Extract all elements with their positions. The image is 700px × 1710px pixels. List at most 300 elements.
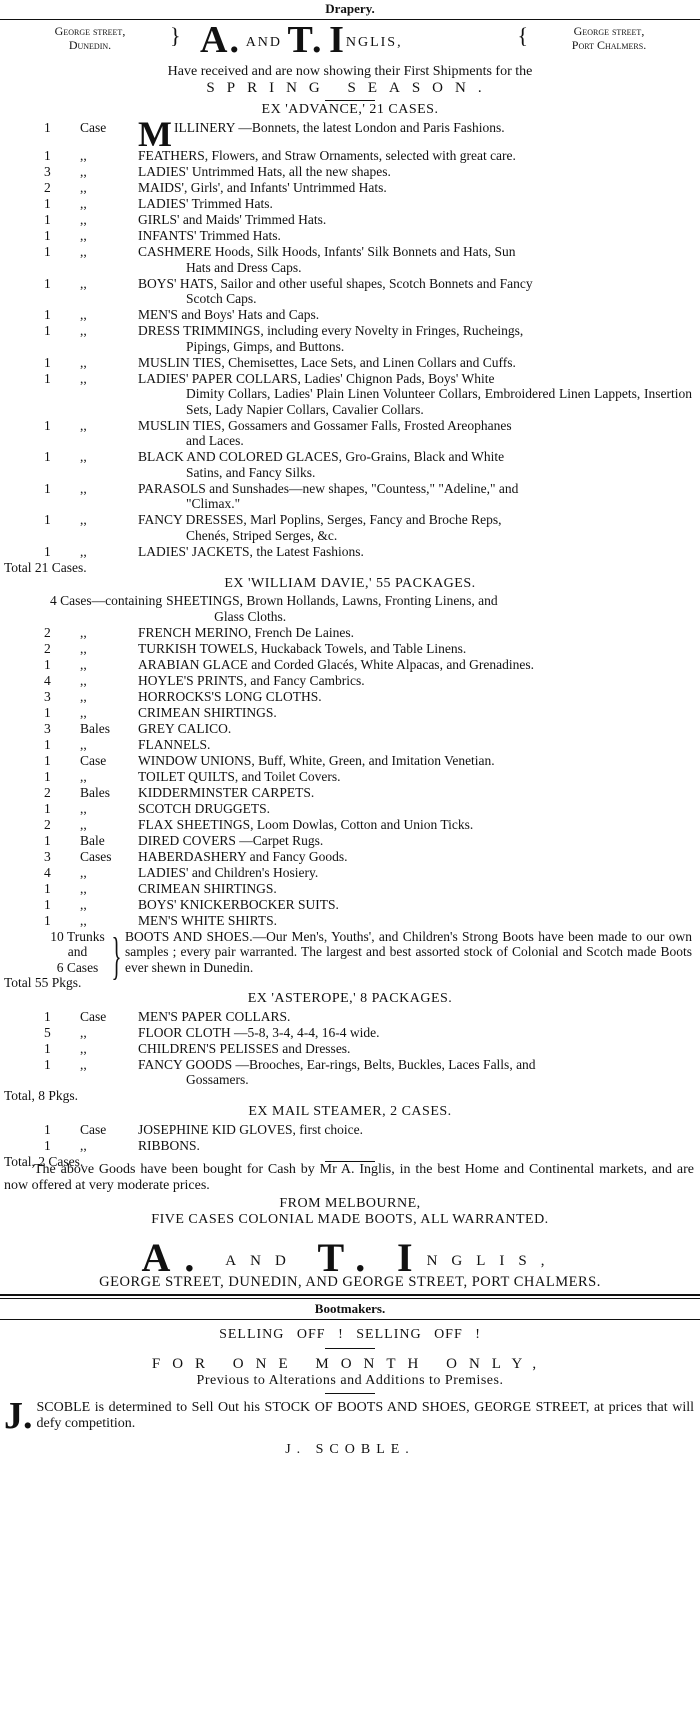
item-description <box>138 164 700 180</box>
list-item <box>0 544 700 560</box>
item-quantity: 1 <box>44 1040 51 1056</box>
list-item <box>0 1138 700 1154</box>
scoble-notice <box>0 1394 700 1437</box>
item-quantity: 1 <box>44 880 51 896</box>
section-heading: EX 'ADVANCE,' 21 CASES. <box>261 102 439 117</box>
sig-big-i: I <box>397 1234 427 1280</box>
item-quantity: 1 <box>44 1008 51 1024</box>
item-unit: ,, <box>80 543 87 559</box>
item-description <box>138 657 700 673</box>
item-description <box>138 371 700 418</box>
item-head: LADIES' JACKETS, <box>138 543 253 559</box>
list-item <box>0 833 700 849</box>
item-quantity: 1 <box>44 736 51 752</box>
trunks-q1: 10 Trunks <box>50 928 105 944</box>
item-description <box>138 544 700 560</box>
item-text: Sailor and other useful shapes, Scotch Bonnets and Fancy <box>220 275 533 291</box>
item-quantity: 3 <box>44 688 51 704</box>
item-head: FRENCH MERINO, <box>138 624 252 640</box>
item-head: RIBBONS. <box>138 1137 200 1153</box>
one-month-only: FOR ONE MONTH ONLY, <box>151 1355 549 1372</box>
list-item <box>0 849 700 865</box>
list-item <box>0 785 700 801</box>
item-unit: ,, <box>80 164 87 179</box>
item-text: and Corded Glacés, White Alpacas, and Grenadines. <box>251 656 535 672</box>
item-text: French De Laines. <box>254 624 354 640</box>
masthead-right-line2: Port Chalmers. <box>571 38 647 52</box>
list-item <box>0 449 700 480</box>
item-text: —5-8, 3-4, 4-4, 16-4 wide. <box>234 1024 380 1040</box>
item-description <box>138 753 700 769</box>
item-text: Girls', and Infants' Untrimmed Hats. <box>190 180 387 195</box>
item-head: CRIMEAN SHIRTINGS. <box>138 704 277 720</box>
item-description <box>138 1122 700 1138</box>
item-unit: ,, <box>80 1024 87 1040</box>
item-unit: ,, <box>80 896 87 912</box>
item-head: GREY CALICO. <box>138 720 232 736</box>
item-description <box>166 593 700 624</box>
item-unit: ,, <box>80 1056 87 1072</box>
section-advance <box>0 101 700 575</box>
item-text: Huckaback Towels, and Table Linens. <box>260 640 467 656</box>
item-description <box>138 625 700 641</box>
item-quantity: 1 <box>44 119 51 135</box>
item-description <box>138 196 700 212</box>
list-item <box>0 148 700 164</box>
list-item <box>0 801 700 817</box>
trunks-brace: } <box>111 927 122 985</box>
list-item <box>0 164 700 180</box>
item-description <box>138 897 700 913</box>
item-text: Gro-Grains, Black and White <box>345 449 505 464</box>
item-head: CASHMERE <box>138 244 212 259</box>
item-quantity: 1 <box>44 752 51 768</box>
item-unit: Bales <box>80 720 110 736</box>
item-text: Brown Hollands, Lawns, Fronting Linens, and <box>246 593 498 608</box>
item-quantity: 4 Cases—containing <box>50 593 163 608</box>
list-item <box>0 1041 700 1057</box>
item-description <box>138 689 700 705</box>
list-item <box>0 913 700 929</box>
item-description <box>138 418 700 449</box>
trunks-description <box>125 929 700 976</box>
item-text: Chemisettes, Lace Sets, and Linen Collars and Cuffs. <box>228 354 516 370</box>
item-text: Ladies' Chignon Pads, Boys' White <box>304 370 495 386</box>
item-description <box>138 1009 700 1025</box>
item-head: FLAX SHEETINGS, <box>138 816 254 832</box>
item-text: Buff, White, Green, and Imitation Venetian. <box>258 752 495 768</box>
item-head: SHEETINGS, <box>166 593 243 608</box>
item-unit: ,, <box>80 864 87 880</box>
item-description <box>138 113 700 154</box>
list-item <box>0 355 700 371</box>
item-quantity: 3 <box>44 720 51 736</box>
item-quantity: 1 <box>44 1056 51 1072</box>
section-heading: EX 'WILLIAM DAVIE,' 55 PACKAGES. <box>224 575 476 591</box>
item-text: Trimmed Hats. <box>199 228 281 243</box>
item-head: CHILDREN'S PELISSES <box>138 1040 279 1056</box>
item-description <box>138 721 700 737</box>
big-t: T. <box>287 19 324 61</box>
item-head: FANCY DRESSES, <box>138 512 247 527</box>
item-unit: ,, <box>80 180 87 195</box>
list-item <box>0 1122 700 1138</box>
item-quantity: 4 <box>44 672 51 688</box>
item-continuation: and Laces. <box>186 433 244 448</box>
item-continuation: Glass Cloths. <box>214 608 287 624</box>
item-continuation: Chenés, Striped Serges, &c. <box>186 527 338 543</box>
item-unit: Case <box>80 1008 107 1024</box>
item-description <box>138 180 700 196</box>
trunks-text: —Our Men's, Youths', and Children's Strong Boots have been made to our own samples ; every pair warranted. The largest and best assorted stock of Colonial and Scotch made Boots ever shewn in Dunedin. <box>125 928 692 975</box>
item-text: and Sunshades—new shapes, "Countess," "Adeline," and <box>209 480 519 496</box>
item-unit: ,, <box>80 228 87 243</box>
section-total: Total 55 Pkgs. <box>4 975 82 990</box>
masthead-right-line1: George street, <box>573 24 645 38</box>
divider <box>325 1393 375 1394</box>
alterations-note: Previous to Alterations and Additions to Premises. <box>196 1372 504 1388</box>
item-quantity: 1 <box>44 480 51 496</box>
item-description <box>138 323 700 354</box>
item-head: ILLINERY <box>173 119 235 135</box>
item-unit: ,, <box>80 800 87 816</box>
item-unit: ,, <box>80 307 87 322</box>
sig-big-a: A. <box>141 1234 209 1280</box>
sig-big-t: T. <box>317 1234 380 1280</box>
item-unit: ,, <box>80 1137 87 1153</box>
item-text: the Latest Fashions. <box>256 543 364 559</box>
item-text: Trimmed Hats. <box>191 196 273 211</box>
item-description <box>138 1041 700 1057</box>
item-text: Untrimmed Hats, all the new shapes. <box>191 164 391 179</box>
item-head: MEN'S PAPER COLLARS. <box>138 1008 291 1024</box>
item-unit: ,, <box>80 323 87 338</box>
item-unit: ,, <box>80 370 87 386</box>
item-head: BOYS' HATS, <box>138 275 217 291</box>
item-unit: ,, <box>80 512 87 527</box>
item-unit: ,, <box>80 354 87 370</box>
item-unit: ,, <box>80 912 87 928</box>
item-head: BLACK AND COLORED GLACES, <box>138 449 343 464</box>
section-heading: EX 'ASTEROPE,' 8 PACKAGES. <box>247 991 453 1006</box>
item-unit: ,, <box>80 704 87 720</box>
masthead-left-line1: George street, <box>54 24 126 38</box>
item-unit: ,, <box>80 624 87 640</box>
item-description <box>138 705 700 721</box>
item-head: TOILET QUILTS, <box>138 768 239 784</box>
item-description <box>138 801 700 817</box>
item-quantity: 1 <box>44 912 51 928</box>
item-text: and Fancy Goods. <box>249 848 348 864</box>
item-head: LADIES' <box>138 864 189 880</box>
item-quantity: 1 <box>44 656 51 672</box>
item-head: MUSLIN TIES, <box>138 354 225 370</box>
item-head: WINDOW UNIONS, <box>138 752 255 768</box>
item-description <box>138 833 700 849</box>
item-text: including every Novelty in Fringes, Rucheings, <box>267 323 524 338</box>
trunks-head: BOOTS AND SHOES. <box>125 928 253 944</box>
big-i: I <box>329 19 346 61</box>
nglis-word: NGLIS, <box>345 35 403 50</box>
list-item <box>0 593 700 624</box>
item-unit: ,, <box>80 196 87 211</box>
item-text: and Toilet Covers. <box>241 768 341 784</box>
section-total: Total, 8 Pkgs. <box>4 1088 79 1103</box>
item-text: and Fancy Cambrics. <box>250 672 365 688</box>
item-head: FEATHERS, <box>138 148 209 163</box>
item-description <box>138 1138 700 1154</box>
item-description <box>138 512 700 543</box>
closing-note: The above Goods have been bought for Cash by Mr A. Inglis, in the best Home and Continental markets, and are now offered at very moderate prices. <box>4 1161 694 1193</box>
drop-cap: M <box>138 113 172 154</box>
item-description <box>138 1057 700 1088</box>
item-text: Loom Dowlas, Cotton and Union Ticks. <box>256 816 474 832</box>
bootmakers-heading: Bootmakers. <box>314 1300 386 1316</box>
list-item <box>0 1009 700 1025</box>
list-item <box>0 705 700 721</box>
section-william-davie <box>0 575 700 991</box>
bootmakers-rule <box>0 1319 700 1320</box>
item-continuation: Pipings, Gimps, and Buttons. <box>186 338 345 354</box>
selling-off: SELLING OFF ! SELLING OFF ! <box>219 1326 481 1342</box>
item-text: Gossamers and Gossamer Falls, Frosted Areophanes <box>228 417 512 433</box>
item-head: LADIES' <box>138 196 189 211</box>
item-continuation: Dimity Collars, Ladies' Plain Linen Volunteer Collars, Embroidered Linen Lappets, Insertion Sets, Lady Napier Collars, Cavalier Collars. <box>186 386 692 417</box>
item-description <box>138 307 700 323</box>
item-list <box>0 593 700 928</box>
big-a: A. <box>200 19 241 61</box>
masthead-firm-name <box>200 19 520 61</box>
item-unit: ,, <box>80 880 87 896</box>
item-unit: ,, <box>80 417 87 433</box>
item-quantity: 1 <box>44 244 51 259</box>
item-quantity: 2 <box>44 180 51 195</box>
item-head: HOYLE'S PRINTS, <box>138 672 247 688</box>
item-head: HABERDASHERY <box>138 848 247 864</box>
item-list <box>0 113 700 560</box>
item-continuation: Satins, and Fancy Silks. <box>186 464 316 480</box>
item-head: LADIES' PAPER COLLARS, <box>138 370 301 386</box>
item-description <box>138 355 700 371</box>
big-j: J. <box>4 1394 33 1437</box>
item-unit: Case <box>80 752 107 768</box>
item-quantity: 1 <box>44 417 51 433</box>
list-item <box>0 276 700 307</box>
item-head: JOSEPHINE KID GLOVES, <box>138 1121 296 1137</box>
firm-signature <box>0 1234 700 1280</box>
item-quantity: 4 <box>44 864 51 880</box>
item-description <box>138 1025 700 1041</box>
item-quantity: 2 <box>44 640 51 656</box>
list-item <box>0 897 700 913</box>
item-quantity: 1 <box>44 1121 51 1137</box>
masthead-right-address <box>524 24 694 52</box>
item-unit: ,, <box>80 275 87 291</box>
list-item <box>0 113 700 154</box>
item-head: CRIMEAN SHIRTINGS. <box>138 880 277 896</box>
item-quantity: 1 <box>44 512 51 527</box>
item-quantity: 1 <box>44 370 51 386</box>
list-item <box>0 180 700 196</box>
item-description <box>138 817 700 833</box>
item-description <box>138 881 700 897</box>
item-unit: ,, <box>80 480 87 496</box>
item-head: TURKISH TOWELS, <box>138 640 258 656</box>
item-quantity: 1 <box>44 148 51 163</box>
list-item <box>0 481 700 512</box>
item-head: INFANTS' <box>138 228 197 243</box>
item-text: and Children's Hosiery. <box>191 864 319 880</box>
section-heading: EX MAIL STEAMER, 2 CASES. <box>248 1104 452 1119</box>
item-text: Hoods, Silk Hoods, Infants' Silk Bonnets and Hats, Sun <box>214 244 516 259</box>
section-total: Total 21 Cases. <box>4 559 87 575</box>
item-unit: ,, <box>80 1040 87 1056</box>
item-head: MEN'S <box>138 307 178 322</box>
list-item <box>0 244 700 275</box>
sig-nglis: NGLIS, <box>426 1252 559 1269</box>
scoble-text: SCOBLE is determined to Sell Out his STOCK OF BOOTS AND SHOES, GEORGE STREET, at prices that will defy competition. <box>36 1399 694 1431</box>
item-text: and Maids' Trimmed Hats. <box>182 212 327 227</box>
item-quantity: 1 <box>44 768 51 784</box>
item-description <box>138 865 700 881</box>
item-text: —Brooches, Ear-rings, Belts, Buckles, Laces Falls, and <box>235 1056 536 1072</box>
list-item <box>0 817 700 833</box>
item-quantity: 1 <box>44 1137 51 1153</box>
item-quantity: 1 <box>44 354 51 370</box>
list-item <box>0 196 700 212</box>
item-description <box>138 849 700 865</box>
item-head: BOYS' KNICKERBOCKER SUITS. <box>138 896 339 912</box>
item-head: ARABIAN GLACE <box>138 656 248 672</box>
item-head: FLOOR CLOTH <box>138 1024 231 1040</box>
item-quantity: 3 <box>44 848 51 864</box>
masthead-left-line2: Dunedin. <box>68 38 112 52</box>
list-item <box>0 641 700 657</box>
item-quantity: 5 <box>44 1024 51 1040</box>
masthead-left-address <box>0 24 180 52</box>
item-unit: ,, <box>80 244 87 259</box>
item-quantity: 1 <box>44 896 51 912</box>
from-melbourne: FROM MELBOURNE, <box>279 1195 421 1211</box>
left-brace: } <box>170 23 181 48</box>
item-unit: ,, <box>80 688 87 704</box>
item-description <box>138 212 700 228</box>
list-item <box>0 737 700 753</box>
item-description <box>138 228 700 244</box>
item-description <box>138 641 700 657</box>
item-list <box>0 1009 700 1088</box>
item-head: SCOTCH DRUGGETS. <box>138 800 271 816</box>
masthead <box>0 20 700 64</box>
item-unit: ,, <box>80 736 87 752</box>
item-quantity: 1 <box>44 196 51 211</box>
list-item <box>0 673 700 689</box>
sig-and: AND <box>225 1252 300 1269</box>
item-continuation: Gossamers. <box>186 1072 249 1087</box>
list-item <box>0 323 700 354</box>
item-quantity: 1 <box>44 704 51 720</box>
list-item <box>0 1025 700 1041</box>
list-item <box>0 512 700 543</box>
colonial-boots: FIVE CASES COLONIAL MADE BOOTS, ALL WARRANTED. <box>151 1211 549 1227</box>
item-quantity: 1 <box>44 832 51 848</box>
item-description <box>138 769 700 785</box>
item-head: LADIES' <box>138 164 189 179</box>
list-item <box>0 689 700 705</box>
divider <box>325 1348 375 1349</box>
list-item <box>0 212 700 228</box>
and-word: AND <box>245 35 283 50</box>
item-quantity: 1 <box>44 307 51 322</box>
item-continuation: Scotch Caps. <box>186 291 257 306</box>
item-description <box>138 481 700 512</box>
item-list <box>0 1122 700 1154</box>
item-head: FLANNELS. <box>138 736 211 752</box>
list-item <box>0 721 700 737</box>
item-quantity: 1 <box>44 543 51 559</box>
item-description <box>138 148 700 164</box>
item-unit: Cases <box>80 848 112 864</box>
item-description <box>138 785 700 801</box>
item-head: HORROCKS'S LONG CLOTHS. <box>138 688 322 704</box>
list-item <box>0 307 700 323</box>
item-text: and Dresses. <box>282 1040 351 1056</box>
trunks-q2: and <box>67 944 88 959</box>
list-item <box>0 418 700 449</box>
item-quantity: 1 <box>44 800 51 816</box>
trunks-q3: 6 Cases <box>56 959 99 975</box>
item-description <box>138 737 700 753</box>
section-total: Total, 2 Cases. <box>4 1153 84 1169</box>
scoble-signature: J. SCOBLE. <box>285 1441 415 1457</box>
item-unit: ,, <box>80 768 87 784</box>
item-unit: ,, <box>80 449 87 464</box>
list-item <box>0 753 700 769</box>
list-item <box>0 1057 700 1088</box>
list-item <box>0 769 700 785</box>
list-item <box>0 865 700 881</box>
item-quantity: 3 <box>44 164 51 179</box>
item-quantity: 1 <box>44 275 51 291</box>
list-item <box>0 228 700 244</box>
item-text: Marl Poplins, Serges, Fancy and Broche Reps, <box>250 512 502 527</box>
item-head: MEN'S WHITE SHIRTS. <box>138 912 278 928</box>
item-quantity: 2 <box>44 784 51 800</box>
list-item <box>0 625 700 641</box>
item-unit: Case <box>80 1121 107 1137</box>
item-text: —Bonnets, the latest London and Paris Fashions. <box>238 119 505 135</box>
spring-season: SPRING SEASON. <box>206 80 494 96</box>
item-unit: ,, <box>80 212 87 227</box>
item-description <box>138 244 700 275</box>
item-head: PARASOLS <box>138 480 206 496</box>
item-continuation: "Climax." <box>186 496 241 511</box>
list-item <box>0 371 700 418</box>
item-head: DIRED COVERS <box>138 832 236 848</box>
section-mail-steamer <box>0 1103 700 1169</box>
item-description <box>138 673 700 689</box>
drapery-heading: Drapery. <box>325 1 375 16</box>
item-quantity: 1 <box>44 212 51 227</box>
right-brace: { <box>517 23 528 48</box>
item-unit: ,, <box>80 656 87 672</box>
item-quantity: 2 <box>44 816 51 832</box>
item-description <box>138 913 700 929</box>
item-head: DRESS TRIMMINGS, <box>138 323 264 338</box>
item-unit: ,, <box>80 148 87 163</box>
item-text: Flowers, and Straw Ornaments, selected with great care. <box>211 148 516 163</box>
item-unit: ,, <box>80 816 87 832</box>
